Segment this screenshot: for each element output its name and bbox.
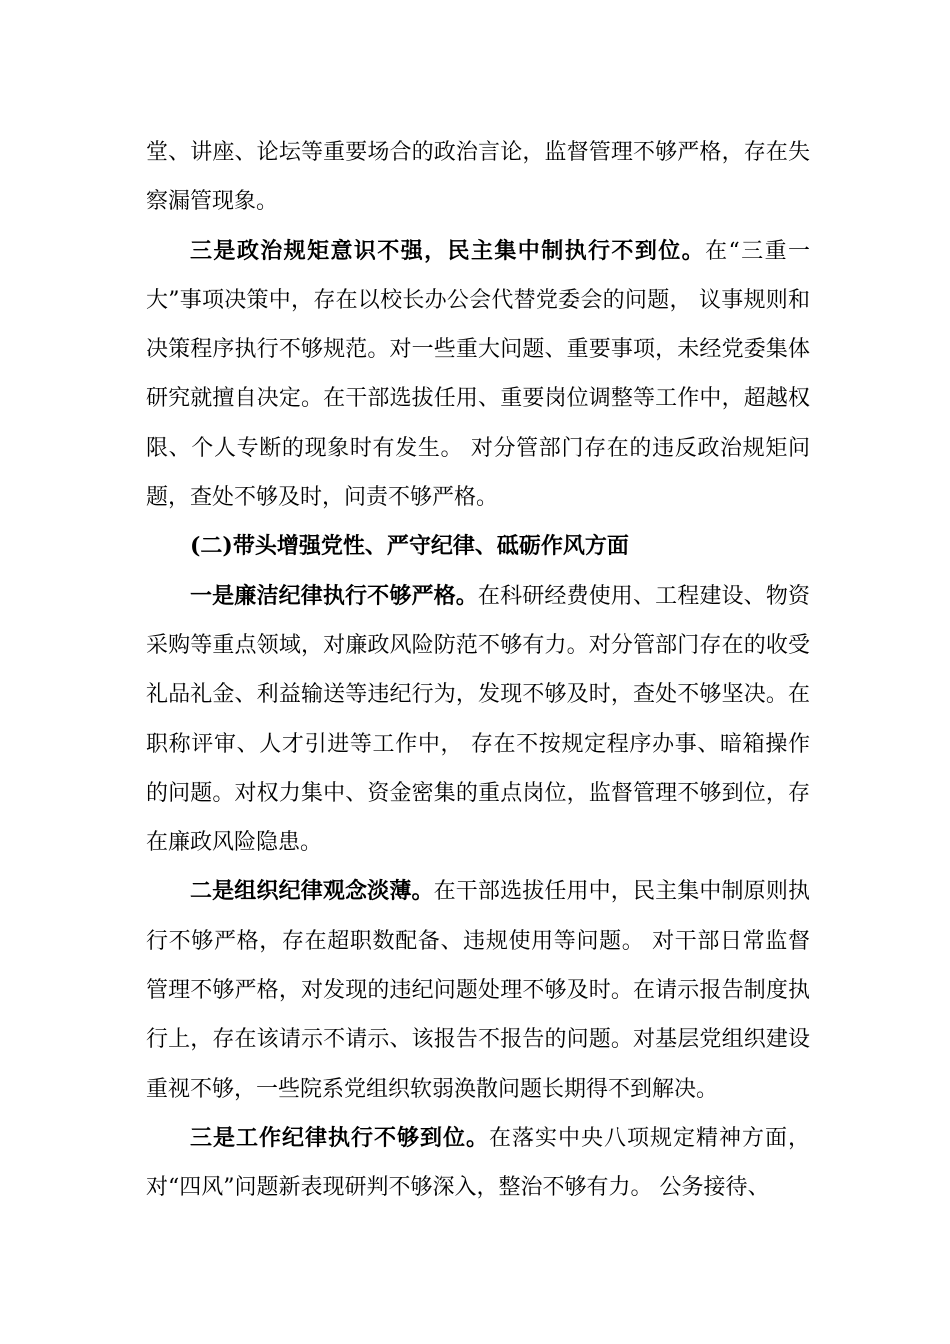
paragraph-point-3 — [146, 227, 810, 523]
paragraph-text: 在“三重一大”事项决策中，存在以校长办公会代替党委会的问题， 议事规则和决策程序执行不够规范。对一些重大问题、重要事项，未经党委集体研究就擅自决定。在干部选拔任用、重要岗位调整等工作中，超越权限、个人专断的现象时有发生。 对分管部门存在的违反政治规矩问题，查处不够及时，问责不够严格。 — [146, 238, 810, 511]
paragraph-continuation — [146, 128, 810, 227]
paragraph-point-1 — [146, 572, 810, 868]
paragraph-lead: 一是廉洁纪律执行不够严格。 — [190, 582, 478, 609]
paragraph-point-3b — [146, 1114, 810, 1213]
paragraph-point-2 — [146, 867, 810, 1113]
paragraph-lead: 三是政治规矩意识不强，民主集中制执行不到位。 — [190, 237, 706, 264]
paragraph-text: 在干部选拔任用中，民主集中制原则执行不够严格，存在超职数配备、违规使用等问题。 对干部日常监督管理不够严格，对发现的违纪问题处理不够及时。在请示报告制度执行上，存在该请示不请示、该报告不报告的问题。对基层党组织建设重视不够，一些院系党组织软弱涣散问题长期得不到解决。 — [146, 879, 810, 1102]
paragraph-text: 在科研经费使用、工程建设、物资采购等重点领域，对廉政风险防范不够有力。对分管部门存在的收受礼品礼金、利益输送等违纪行为，发现不够及时，查处不够坚决。在职称评审、人才引进等工作中， 存在不按规定程序办事、暗箱操作的问题。对权力集中、资金密集的重点岗位，监督管理不够到位，存在廉政风险隐患。 — [146, 583, 810, 856]
section-heading — [146, 522, 810, 571]
document-body — [146, 128, 810, 1213]
section-heading-text: (二)带头增强党性、严守纪律、砥砺作风方面 — [190, 533, 629, 560]
paragraph-text: 堂、讲座、论坛等重要场合的政治言论，监督管理不够严格，存在失察漏管现象。 — [146, 140, 810, 215]
paragraph-lead: 二是组织纪律观念淡薄。 — [190, 878, 434, 905]
paragraph-lead: 三是工作纪律执行不够到位。 — [190, 1124, 489, 1151]
paragraph-text: 在落实中央八项规定精神方面，对“四风”问题新表现研判不够深入，整治不够有力。 公务接待、 — [146, 1125, 810, 1201]
